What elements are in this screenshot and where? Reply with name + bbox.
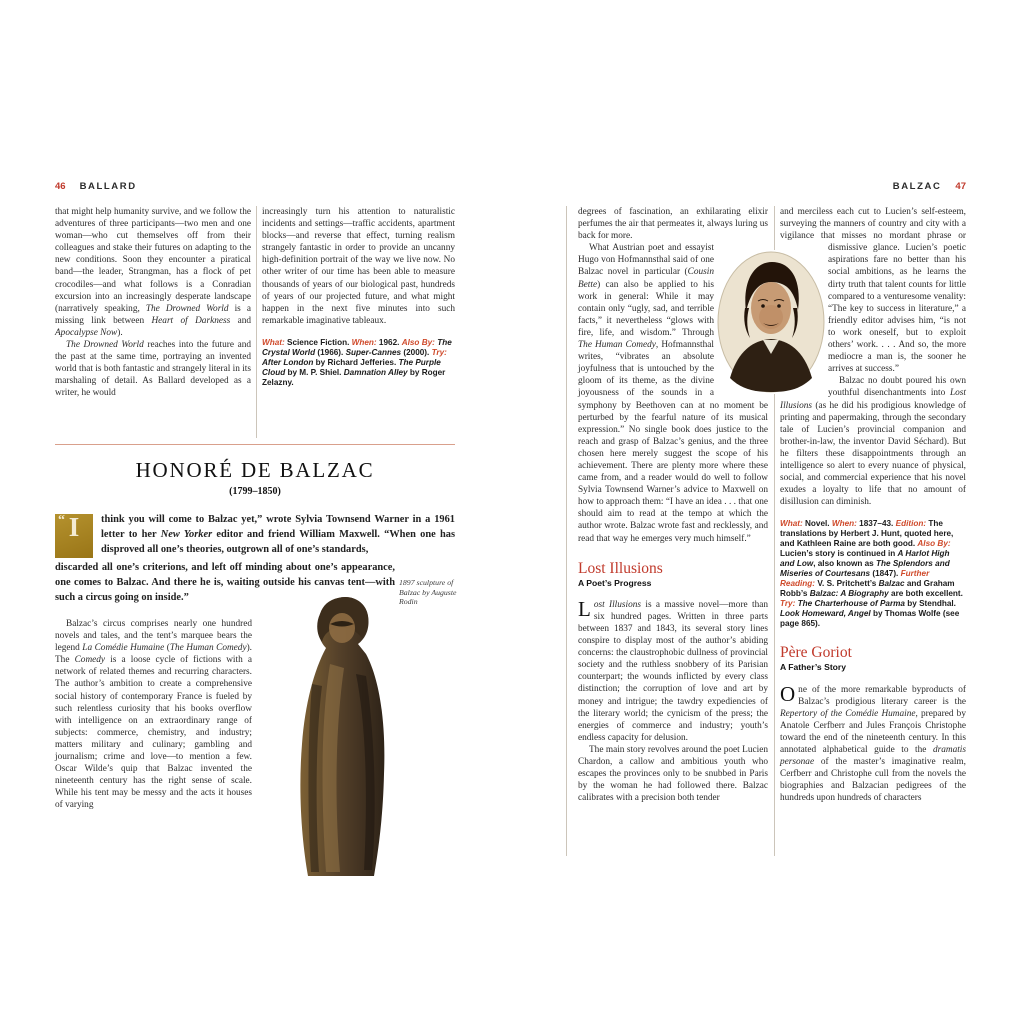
drop-cap-letter: I [68,512,80,542]
body-text: Lucien’s poetic aspirations fare no better than his social ambitions, as he learns the dirty truth that talent counts for little compared to a venturesome venality: “The key to success in literature,” a friendly editor advises him, “is not to work oneself, but to exploit others’ work. . . . And so, the more mediocre a man is, the sooner he arrives at success.” [828,243,966,375]
body-paragraph: Balzac no doubt poured his own youthful disenchantments into Lost Illusions (as he did his prodigious knowledge of printing and papermaking, through the secondary tale of Lucien’s provincial companion and brother-in-law, the inventor David Séchard). But he filters these disappointments through an intelligence so alert to every nuance of physical, social, and commercial experience that his novel exudes a loyalty to life that no amount of disillusion can diminish. [780,376,966,508]
book-metadata-block: What: Novel. When: 1837–43. Edition: The translations by Herbert J. Hunt, quoted here, and Kathleen Raine are both good. Also By: Lucien’s story is continued in A Harlot High and Low, also known as The Splendors and Miseries of Courtesans (1847). Further Reading: V. S. Pritchett’s Balzac and Graham Robb’s Balzac: A Biography are both excellent. Try: The Charterhouse of Parma by Stendhal. Look Homeward, Angel by Thomas Wolfe (see page 865). [780,519,963,629]
balzac-body-column [55,618,252,812]
body-paragraph [780,681,966,805]
lede-text-b: discarded all one’s criterions, and left off minding about one’s appearance, one comes to Balzac. And there he is, waiting outside his canvas tent—with such a circus going on inside.” [55,562,395,603]
entry-dates: (1799–1850) [229,486,281,497]
body-paragraph: that might help humanity survive, and we follow the adventures of three participants—two men and one woman—who cut themselves off from their colleagues and stake their futures on adapting to the new conditions. Soon they encounter a piratical band—the leader, Strangman, has a flock of pet crocodiles—and what follows is a Conradian excursion into an increasingly desperate landscape (narratively speaking, The Drowned World is a missing link between Heart of Darkness and Apocalypse Now). [55,207,252,338]
body-paragraph: The Drowned World reaches into the future and the past at the same time, portraying an invented world that is both fantastic and strangely literal in its marshaling of detail. As Ballard developed as a writer, he would [55,340,251,399]
body-text: and merciless each cut to Lucien’s self-esteem, surveying the manners of country and city with a vigilance that misses no mordant phrase or dismissive glance. [780,207,966,254]
body-paragraph: Balzac’s circus comprises nearly one hundred novels and tales, and the tent’s marquee bears the legend La Comédie Humaine (The Human Comedy). The Comedy is a loose cycle of fictions with a network of related themes and recurring characters. The author’s ambition to create a comprehensive social history of contemporary France is fueled by such relentless curiosity that his books overflow with intelligence on an extraordinary range of subjects: commerce, chemistry, and industry; matters military and culinary; gambling and journalism; crime and love—to mention a few. Oscar Wilde’s quip that Balzac invented the nineteenth century has the right sense of scale. While his tent may be messy and the acts it houses of varying [55,619,252,811]
body-paragraph: The main story revolves around the poet Lucien Chardon, a callow and ambitious youth who escapes the provinces only to be snubbed in Paris by the woman he had followed there. Balzac calibrates with a precision both tender [578,744,768,804]
running-head-right [893,181,966,192]
entry-heading-pere-goriot: Père Goriot [780,644,852,662]
body-paragraph: increasingly turn his attention to naturalistic incidents and settings—traffic accidents, apartment blocks—and reverse that effect, turning realism strangely fantastic in order to provide an uncanny high-definition portrait of the way we live now. No other writer of our time has been able to measure thousands of years of our biological past, hundreds of years of our projected future, and what might happen in the next five minutes into such remarkable imaginative tableaux. [262,207,455,326]
lede-quote [55,512,455,560]
quote-mark: “ [58,513,65,528]
body-paragraph: degrees of fascination, an exhilarating elixir perfumes the air that permeates it, always luring us back for more. [578,207,768,242]
drop-cap-letter: L [578,596,591,621]
entry-heading-lost-illusions: Lost Illusions [578,559,663,577]
running-head-right-label: BALZAC [892,181,942,192]
column-divider [566,206,567,856]
balzac-portrait [716,250,826,399]
running-head-left [55,181,137,192]
drop-cap-box [55,514,93,558]
drop-cap-letter: O [780,681,796,706]
image-caption: 1897 sculpture of Balzac by Auguste Rodin [399,578,457,607]
lede-text-a: think you will come to Balzac yet,” wrote Sylvia Townsend Warner in a 1961 letter to her New Yorker editor and friend William Maxwell. “When one has disproved all one’s theories, outgrown all of one’s standards, [101,514,455,555]
left-page-column-1 [55,206,251,400]
running-head-left-label: BALLARD [79,181,137,192]
body-paragraph [578,596,768,744]
entry-subheading: A Poet’s Progress [578,577,652,588]
page-number-right: 47 [955,181,966,192]
body-text: ne of the more remarkable byproducts of Balzac’s prodigious literary career is the Repertory of the Comédie Humaine, prepared by Anatole Cerfberr and Jules François Christophe toward the end of the nineteenth century. In this annotated alphabetical guide to the dramatis personae of the master’s imaginative realm, Cerfberr and Christophe cull from the novels the biographies and Balzacian pedigrees of the hundreds upon hundreds of characters [780,684,966,804]
entry-subheading: A Father’s Story [780,662,847,673]
sculpture-illustration [278,584,413,884]
column-divider [256,206,257,438]
book-metadata-block: What: Science Fiction. When: 1962. Also By: The Crystal World (1966). Super-Cannes (2000). Try: After London by Richard Jefferies. The Purple Cloud by M. P. Shiel. Damnation Alley by Roger Zelazny. [262,337,452,387]
rodin-balzac-sculpture-image [278,584,413,889]
portrait-illustration [716,250,826,394]
left-page-column-2 [262,206,455,388]
body-text: What Austrian poet and essayist Hugo von Hofmannsthal said of one Balzac novel in particular (Cousin Bette) can also be applied to his work in general: While it may contain only “ugly, sad, and terrible facts,” it nevertheless “glows with fire, life, and wisdom.” Through The Human Comedy, Hofmannsthal writes, “vibrates an absolute joyfulness that is untouched by the gloom of its theme, as the divine joyousness of the sounds in a symphony by Beethoven can at no moment be perturbed by the fearful nature of its musical expression.” No single book does justice to the reach and grasp of Balzac’s genius, and the three chosen here merely suggest the scope of his achievement. There are plenty more where these came from, and a reader would do well to follow Sylvia Townsend Warner’s advice to Maxwell on how to approach them: “I have an idea . . . that one should aim to read at the tempo at which the author wrote. Balzac wrote fast and recklessly, and read that way he emerges very much himself.” [578,243,768,544]
page-number-left: 46 [55,181,66,192]
body-text: ost Illusions is a massive novel—more than six hundred pages. Written in three parts between 1837 and 1843, its several story lines conspire to display most of the author’s abiding concerns: the claustrophobic dullness of provincial society and the ruthless snobbery of its Parisian counterpart; the wounds inflicted by every class distinction; the corruption of love and art by money and intrigue; the tawdry expediencies of the literary world; the cynicism of the press; the energies of commerce and industry; youth’s endless capacity for delusion. [578,599,768,743]
entry-title: HONORÉ DE BALZAC [135,458,375,482]
